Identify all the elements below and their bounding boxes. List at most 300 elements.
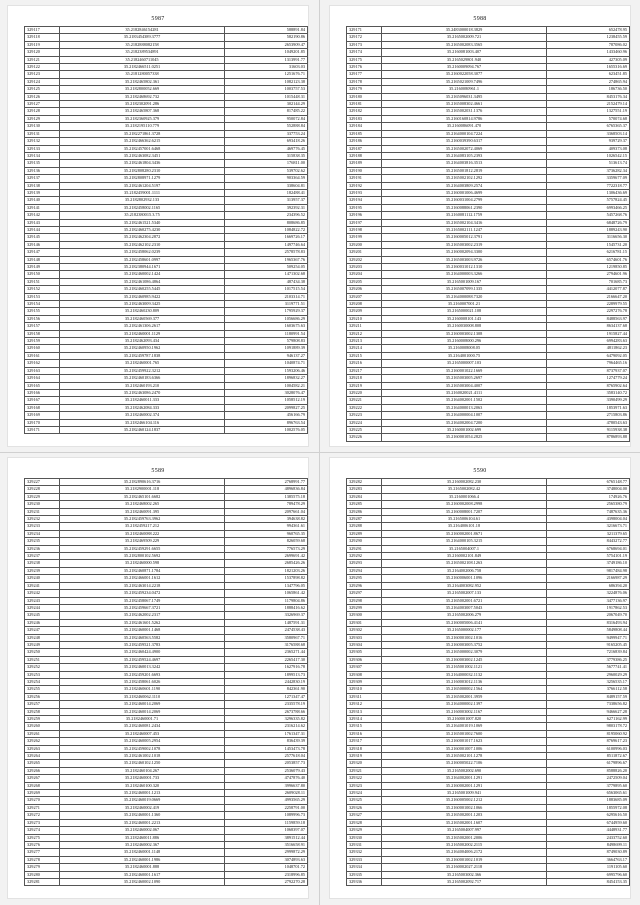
table-row [25, 271, 308, 278]
table-row [25, 86, 308, 93]
table-row [25, 664, 308, 671]
table-row [25, 426, 308, 433]
value-cell: 2152479.14 [547, 101, 630, 108]
table-row [347, 219, 630, 226]
coordinate-cell: 35.2182462102.2310 [60, 241, 225, 248]
row-id-cell: 329217 [347, 367, 382, 374]
coordinate-cell: 35.2182460002.374 [60, 412, 225, 419]
table-row [347, 34, 630, 41]
row-id-cell: 329228 [25, 486, 60, 493]
table-row [25, 419, 308, 426]
value-cell: 570074.68 [547, 115, 630, 122]
table-row [347, 338, 630, 345]
value-cell: 2166647.20 [547, 293, 630, 300]
row-id-cell: 329163 [25, 367, 60, 374]
table-row [347, 649, 630, 656]
value-cell: 9817484.98 [547, 567, 630, 574]
coordinate-cell: 35.2160081003.407 [382, 49, 547, 56]
table-row [25, 575, 308, 582]
coordinate-cell: 35.2182460569.377 [60, 315, 225, 322]
row-id-cell: 329206 [347, 286, 382, 293]
value-cell: 2472509.04 [547, 775, 630, 782]
coordinate-cell: 35.2165096031.3495 [382, 93, 547, 100]
row-id-cell: 329159 [25, 338, 60, 345]
value-cell: 487434.38 [225, 278, 308, 285]
coordinate-cell: 35.2160002027.2118 [382, 864, 547, 871]
value-cell: 1795929.37 [225, 308, 308, 315]
value-cell: 8489157.59 [547, 693, 630, 700]
table-row [25, 530, 308, 537]
coordinate-cell: 35.2160022058.3077 [382, 71, 547, 78]
row-id-cell: 329252 [25, 664, 60, 671]
table-row [25, 708, 308, 715]
coordinate-cell: 35.2182808280.2310 [60, 167, 225, 174]
value-cell: 1888416.62 [225, 604, 308, 611]
coordinate-cell: 35.2164006101.18 [382, 523, 547, 530]
row-id-cell: 329133 [25, 145, 60, 152]
row-id-cell: 329209 [347, 308, 382, 315]
row-id-cell: 329232 [25, 516, 60, 523]
value-cell: 836439.39 [225, 738, 308, 745]
coordinate-cell: 35.2160039390.6317 [382, 138, 547, 145]
table-row [25, 352, 308, 359]
table-row [347, 619, 630, 626]
row-id-cell: 329129 [25, 115, 60, 122]
coordinate-cell: 35.2160081112.1759 [382, 212, 547, 219]
table-row [25, 249, 308, 256]
coordinate-cell: 35.2160005002.1212 [382, 797, 547, 804]
row-id-cell: 329315 [347, 723, 382, 730]
table-row [347, 582, 630, 589]
row-id-cell: 329154 [25, 301, 60, 308]
row-id-cell: 329320 [347, 760, 382, 767]
value-cell: 8511872.67 [547, 753, 630, 760]
value-cell: 3736282.34 [547, 167, 630, 174]
table-row [25, 345, 308, 352]
coordinate-cell: 35.2165002001.1203 [382, 812, 547, 819]
table-row [347, 716, 630, 723]
coordinate-cell: 35.2164000003.3266 [382, 271, 547, 278]
table-row [25, 78, 308, 85]
row-id-cell: 329165 [25, 382, 60, 389]
coordinate-cell: 35.2164000088.7320 [382, 293, 547, 300]
coordinate-cell: 35.2165003004.4007 [382, 382, 547, 389]
coordinate-cell: 35.2160001007.1006 [382, 745, 547, 752]
coordinate-cell: 35.2182459763.3962 [60, 516, 225, 523]
table-row [347, 604, 630, 611]
row-id-cell: 329331 [347, 841, 382, 848]
row-id-cell: 329185 [347, 130, 382, 137]
row-id-cell: 329162 [25, 360, 60, 367]
value-cell: 302144.29 [225, 101, 308, 108]
coordinate-cell: 35.2182463082.3451 [60, 152, 225, 159]
coordinate-cell: 35.2182461204.5197 [60, 182, 225, 189]
coordinate-cell: 35.2160001007.820 [382, 716, 547, 723]
coordinate-cell: 35.2182462093.434 [60, 338, 225, 345]
value-cell: 8769617.23 [547, 738, 630, 745]
value-cell: 1238455.59 [547, 34, 630, 41]
row-id-cell: 329313 [347, 708, 382, 715]
value-cell: 8498699.11 [547, 841, 630, 848]
row-id-cell: 329186 [347, 138, 382, 145]
value-cell: 1274779.24 [547, 375, 630, 382]
row-id-cell: 329144 [25, 226, 60, 233]
value-cell: 787086.02 [547, 41, 630, 48]
value-cell: 1159859.18 [225, 819, 308, 826]
table-row [25, 590, 308, 597]
coordinate-cell: 35.2182460005.2954 [60, 738, 225, 745]
coordinate-cell: 35.2182459524.4697 [60, 656, 225, 663]
coordinate-cell: 35.2182458061.6026 [60, 678, 225, 685]
coordinate-cell: 35.2182459234.0472 [60, 590, 225, 597]
row-id-cell: 329221 [347, 397, 382, 404]
table-row [25, 864, 308, 871]
value-cell: 176811.00 [225, 160, 308, 167]
table-row [25, 834, 308, 841]
value-cell: 776573.29 [225, 545, 308, 552]
value-cell: 1327551.19 [547, 108, 630, 115]
coordinate-cell: 35.2165002108.1263 [382, 560, 547, 567]
table-row [347, 871, 630, 878]
row-id-cell: 329255 [25, 686, 60, 693]
coordinate-cell: 35.2182360925.379 [60, 115, 225, 122]
value-cell: 3748004.00 [547, 486, 630, 493]
table-row [25, 634, 308, 641]
row-id-cell: 329222 [347, 404, 382, 411]
row-id-cell: 329287 [347, 516, 382, 523]
table-row [347, 138, 630, 145]
value-cell: 1545731.20 [547, 241, 630, 248]
coordinate-cell: 35.2182462002.2317 [60, 612, 225, 619]
value-cell: 2699691.42 [225, 553, 308, 560]
row-id-cell: 329298 [347, 597, 382, 604]
row-id-cell: 329197 [347, 219, 382, 226]
page-title: 5589 [151, 468, 165, 474]
row-id-cell: 329192 [347, 182, 382, 189]
row-id-cell: 329124 [25, 78, 60, 85]
table-row [25, 797, 308, 804]
coordinate-cell: 35.2182460424.4900 [60, 649, 225, 656]
table-row [347, 189, 630, 196]
table-row [25, 545, 308, 552]
row-id-cell: 329278 [25, 856, 60, 863]
row-id-cell: 329274 [25, 827, 60, 834]
table-row [25, 486, 308, 493]
row-id-cell: 329126 [25, 93, 60, 100]
value-cell: 315838.35 [225, 152, 308, 159]
coordinate-cell: 35.2182465807.368 [60, 108, 225, 115]
row-id-cell: 329236 [25, 545, 60, 552]
coordinate-cell: 35.2182460193.210 [60, 382, 225, 389]
table-row [347, 567, 630, 574]
table-row [25, 627, 308, 634]
coordinate-cell: 35.2160080961.1 [382, 86, 547, 93]
table-row [347, 301, 630, 308]
row-id-cell: 329312 [347, 701, 382, 708]
table-row [25, 234, 308, 241]
row-id-cell: 329153 [25, 293, 60, 300]
row-id-cell: 329128 [25, 108, 60, 115]
table-row [25, 827, 308, 834]
value-cell: 9115938.38 [547, 426, 630, 433]
coordinate-cell: 35.2182380015.3.75 [60, 212, 225, 219]
value-cell: 31603.03 [225, 64, 308, 71]
row-id-cell: 329279 [25, 864, 60, 871]
row-id-cell: 329290 [347, 538, 382, 545]
value-cell: 1002576.05 [225, 426, 308, 433]
value-cell: 9466627.28 [547, 708, 630, 715]
row-id-cell: 329135 [25, 160, 60, 167]
value-cell: 337753.24 [225, 130, 308, 137]
value-cell: 623451.85 [547, 71, 630, 78]
value-cell: 1191105.60 [547, 864, 630, 871]
coordinate-cell: 35.2182468002.265 [60, 501, 225, 508]
value-cell: 7487635.36 [547, 508, 630, 515]
table-row [347, 597, 630, 604]
row-id-cell: 329143 [25, 219, 60, 226]
coordinate-cell: 35.2182900001.118 [60, 486, 225, 493]
coordinate-cell: 35.2160001002.1066 [382, 804, 547, 811]
value-cell: 7216839.84 [547, 649, 630, 656]
value-cell: 2474538.43 [225, 627, 308, 634]
row-id-cell: 329307 [347, 664, 382, 671]
value-cell: 2673788.66 [225, 708, 308, 715]
value-cell: 1040874.71 [225, 360, 308, 367]
coordinate-cell: 35.2182465101.6682 [60, 493, 225, 500]
table-row [347, 575, 630, 582]
row-id-cell: 329267 [25, 775, 60, 782]
value-cell: 8588826.20 [547, 767, 630, 774]
value-cell: 2565380.79 [547, 501, 630, 508]
coordinate-cell: 35.2165002009.721 [382, 34, 547, 41]
coordinate-cell: 35.2164000104.7224 [382, 130, 547, 137]
value-cell: 3779386.25 [547, 656, 630, 663]
table-row [25, 286, 308, 293]
row-id-cell: 329317 [347, 738, 382, 745]
value-cell: 652478.95 [547, 27, 630, 34]
coordinate-cell: 35.2160001002.1019 [382, 856, 547, 863]
row-id-cell: 329322 [347, 775, 382, 782]
coordinate-cell: 35.2182460100.320 [60, 782, 225, 789]
row-id-cell: 329231 [25, 508, 60, 515]
coordinate-cell: 35.2165002031.1376 [382, 108, 547, 115]
value-cell: 1487591.31 [225, 619, 308, 626]
row-id-cell: 329297 [347, 590, 382, 597]
value-cell: 9803178.72 [547, 723, 630, 730]
page-3 [8, 458, 308, 898]
table-row [25, 323, 308, 330]
table-row [347, 560, 630, 567]
table-row [347, 86, 630, 93]
value-cell: 1855972.08 [547, 804, 630, 811]
value-cell: 3074893.63 [225, 856, 308, 863]
coordinate-cell: 35.2182460062.1110 [60, 693, 225, 700]
row-id-cell: 329174 [347, 49, 382, 56]
row-id-cell: 329308 [347, 671, 382, 678]
table-row [347, 590, 630, 597]
table-row [25, 219, 308, 226]
row-id-cell: 329152 [25, 286, 60, 293]
row-id-cell: 329334 [347, 864, 382, 871]
row-id-cell: 329212 [347, 330, 382, 337]
page-title: 5590 [473, 468, 487, 474]
table-row [347, 553, 630, 560]
table-row [347, 412, 630, 419]
value-cell: 8786893.88 [547, 434, 630, 441]
row-id-cell: 329230 [25, 501, 60, 508]
coordinate-cell: 35.2165001009.167 [382, 278, 547, 285]
table-row [347, 790, 630, 797]
coordinate-cell: 35.2182466104.116 [60, 419, 225, 426]
coordinate-cell: 35.2165008302.4661 [382, 101, 547, 108]
row-id-cell: 329191 [347, 175, 382, 182]
coordinate-cell: 35.2165004007.1 [382, 545, 547, 552]
coordinate-cell: 35.2164000013.2063 [382, 404, 547, 411]
value-cell: 513613.74 [547, 160, 630, 167]
table-row [25, 493, 308, 500]
coordinate-cell: 35.2160001006.4699 [382, 189, 547, 196]
row-id-cell: 329140 [25, 197, 60, 204]
table-row [25, 753, 308, 760]
value-cell: 1593206.46 [225, 367, 308, 374]
table-row [347, 760, 630, 767]
row-id-cell: 329280 [25, 871, 60, 878]
row-id-cell: 329136 [25, 167, 60, 174]
value-cell: 701685.73 [547, 278, 630, 285]
coordinate-cell: 35.2182463086.2470 [60, 389, 225, 396]
table-row [25, 760, 308, 767]
value-cell: 4811862.23 [547, 345, 630, 352]
row-id-cell: 329161 [25, 352, 60, 359]
row-id-cell: 329216 [347, 360, 382, 367]
row-id-cell: 329181 [347, 101, 382, 108]
table-row [25, 641, 308, 648]
table-row [347, 738, 630, 745]
value-cell: 6574601.76 [547, 256, 630, 263]
coordinate-cell: 35.2182461086.4864 [60, 278, 225, 285]
table-row [347, 234, 630, 241]
coordinate-cell: 35.2182808971.1279 [60, 175, 225, 182]
table-row [347, 426, 630, 433]
row-id-cell: 329168 [25, 404, 60, 411]
coordinate-cell: 35.2160086091.470 [382, 123, 547, 130]
coordinate-cell: 35.2165003005.2697 [382, 375, 547, 382]
coordinate-cell: 35.2182460001.1986 [60, 856, 225, 863]
row-id-cell: 329227 [25, 479, 60, 486]
value-cell: 4780543.63 [547, 419, 630, 426]
table-row [25, 597, 308, 604]
value-cell: 9499947.71 [547, 634, 630, 641]
table-row [25, 790, 308, 797]
table-row [25, 197, 308, 204]
table-row [347, 827, 630, 834]
coordinate-cell: 35.2182460088.222 [60, 530, 225, 537]
coordinate-cell: 35.2164002001.1502 [382, 397, 547, 404]
coordinate-cell: 35.2165002111.1247 [382, 226, 547, 233]
row-id-cell: 329175 [347, 56, 382, 63]
value-cell: 6765365.37 [547, 123, 630, 130]
coordinate-cell: 35.2182466001.1612 [60, 575, 225, 582]
value-cell: 842361.90 [225, 686, 308, 693]
row-id-cell: 329195 [347, 204, 382, 211]
table-row [347, 545, 630, 552]
row-id-cell: 329184 [347, 123, 382, 130]
row-id-cell: 329295 [347, 575, 382, 582]
row-id-cell: 329177 [347, 71, 382, 78]
value-cell: 1433460.96 [547, 49, 630, 56]
coordinate-cell: 35.2182460255.5445 [60, 286, 225, 293]
row-id-cell: 329254 [25, 678, 60, 685]
coordinate-cell: 35.2182469509.229 [60, 538, 225, 545]
table-row [25, 293, 308, 300]
value-cell: 693418.26 [225, 138, 308, 145]
coordinate-cell: 35.2164000032.1132 [382, 671, 547, 678]
table-row [25, 716, 308, 723]
row-id-cell: 329248 [25, 634, 60, 641]
table-row [347, 656, 630, 663]
coordinate-cell: 35.2165004007.997 [382, 827, 547, 834]
table-row [25, 812, 308, 819]
coordinate-cell: 35.2165001009.941 [382, 790, 547, 797]
coordinate-cell: 35.2182460001.71 [60, 716, 225, 723]
row-id-cell: 329226 [347, 434, 382, 441]
coordinate-cell: 35.2165000007.103 [382, 360, 547, 367]
value-cell: 274865.94 [547, 78, 630, 85]
coordinate-cell: 35.2182380944.1671 [60, 264, 225, 271]
table-row [25, 308, 308, 315]
row-id-cell: 329224 [347, 419, 382, 426]
coordinate-cell: 35.2182460002.1424 [60, 271, 225, 278]
row-id-cell: 329149 [25, 264, 60, 271]
table-row [347, 256, 630, 263]
value-cell: 5457268.76 [547, 212, 630, 219]
coordinate-cell: 35.2160002001.1291 [382, 782, 547, 789]
coordinate-cell: 35.2165001002.1121 [382, 664, 547, 671]
row-id-cell: 329137 [25, 175, 60, 182]
row-id-cell: 329276 [25, 841, 60, 848]
row-id-cell: 329239 [25, 567, 60, 574]
table-row [347, 271, 630, 278]
value-cell: 552888.84 [225, 123, 308, 130]
table-row [25, 878, 308, 885]
coordinate-cell: 35.2182460001.888 [60, 864, 225, 871]
table-row [347, 315, 630, 322]
coordinate-cell: 35.2165003002.2319 [382, 241, 547, 248]
table-row [347, 160, 630, 167]
value-cell: 2289979.55 [547, 301, 630, 308]
value-cell: 174926.76 [547, 493, 630, 500]
coordinate-cell: 35.2165002001.6721 [382, 597, 547, 604]
coordinate-cell: 35.2182461306.2617 [60, 323, 225, 330]
row-id-cell: 329258 [25, 708, 60, 715]
table-row [25, 49, 308, 56]
table-row [25, 782, 308, 789]
coordinate-cell: 35.2164000002.1397 [382, 701, 547, 708]
table-row [347, 767, 630, 774]
value-cell: 4993565.29 [225, 797, 308, 804]
row-id-cell: 329173 [347, 41, 382, 48]
row-id-cell: 329138 [25, 182, 60, 189]
table-row [347, 115, 630, 122]
value-cell: 1603675.63 [225, 323, 308, 330]
value-cell: 4448931.77 [547, 827, 630, 834]
row-id-cell: 329323 [347, 782, 382, 789]
coordinate-cell: 35.2160008001.7207 [382, 508, 547, 515]
row-id-cell: 329130 [25, 123, 60, 130]
table-row [25, 678, 308, 685]
coordinate-cell: 35.2182461601.5262 [60, 619, 225, 626]
coordinate-cell: 35.2165003003.9726 [382, 256, 547, 263]
